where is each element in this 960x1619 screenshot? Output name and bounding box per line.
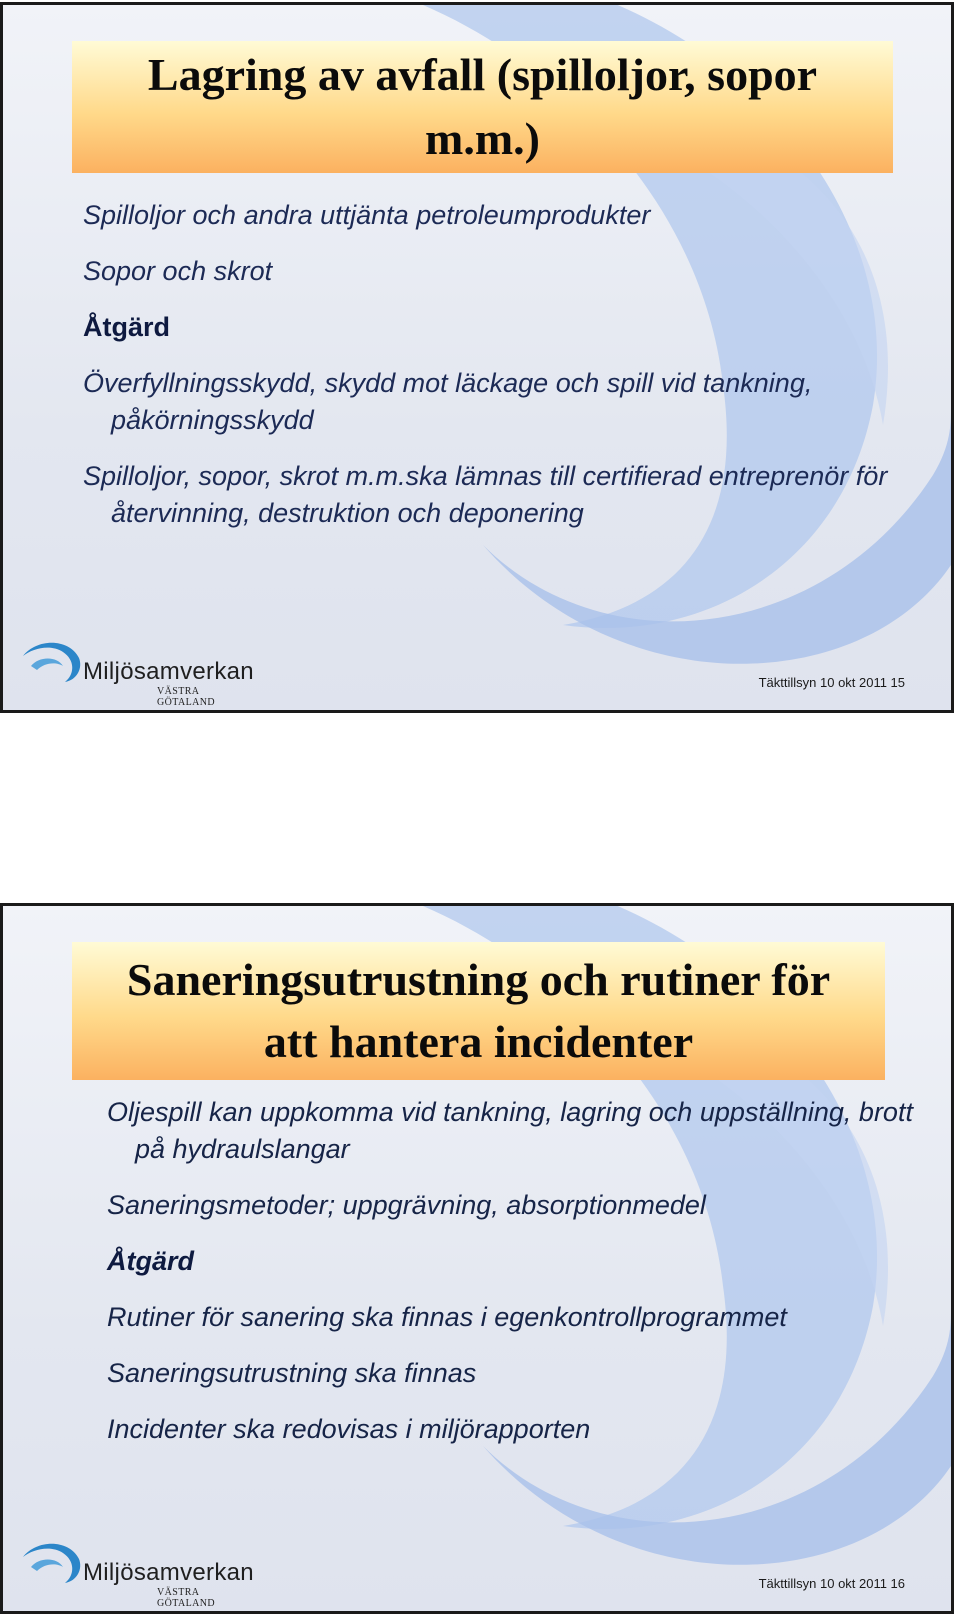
bullet-item: Saneringsmetoder; uppgrävning, absorptionmedel <box>107 1190 706 1220</box>
bullet-heading-atgard: Åtgärd <box>107 1246 194 1276</box>
bullet-item: Saneringsutrustning ska finnas <box>107 1358 477 1388</box>
bullet-item: Sopor och skrot <box>83 256 273 286</box>
miljosamverkan-logo <box>17 636 257 708</box>
page-number: 16 <box>890 1576 905 1591</box>
bullet-item: Spilloljor och andra uttjänta petroleumprodukter <box>83 200 651 230</box>
bullet-heading-atgard: Åtgärd <box>83 312 170 342</box>
bullet-item: Spilloljor, sopor, skrot m.m.ska lämnas till certifierad entreprenör för återvinning, destruktion och deponering <box>83 461 888 528</box>
logo-name: Miljösamverkan <box>83 658 254 685</box>
bullet-list <box>83 197 943 551</box>
slide-title: Lagring av avfall (spilloljor, sopor m.m.) <box>72 41 893 173</box>
logo-name: Miljösamverkan <box>83 1559 254 1586</box>
bullet-item: Överfyllningsskydd, skydd mot läckage och spill vid tankning, påkörningsskydd <box>83 368 813 435</box>
bullet-item: Incidenter ska redovisas i miljörapporten <box>107 1414 591 1444</box>
slide-title: Saneringsutrustning och rutiner för att hantera incidenter <box>72 942 885 1080</box>
logo-swirl-icon <box>17 636 87 686</box>
bullet-item: Rutiner för sanering ska finnas i egenkontrollprogrammet <box>107 1302 787 1332</box>
logo-region: VÄSTRA GÖTALAND <box>157 1587 215 1609</box>
footer-text: Täkttillsyn 10 okt 2011 <box>758 1576 887 1591</box>
page-number: 15 <box>890 675 905 690</box>
logo-region: VÄSTRA GÖTALAND <box>157 686 215 708</box>
footer-text: Täkttillsyn 10 okt 2011 <box>758 675 887 690</box>
logo-swirl-icon <box>17 1537 87 1587</box>
bullet-list <box>107 1094 947 1467</box>
slide-16 <box>0 903 954 1614</box>
slide-15 <box>0 2 954 713</box>
miljosamverkan-logo <box>17 1537 257 1609</box>
bullet-item: Oljespill kan uppkomma vid tankning, lagring och uppställning, brott på hydraulslangar <box>107 1097 913 1164</box>
